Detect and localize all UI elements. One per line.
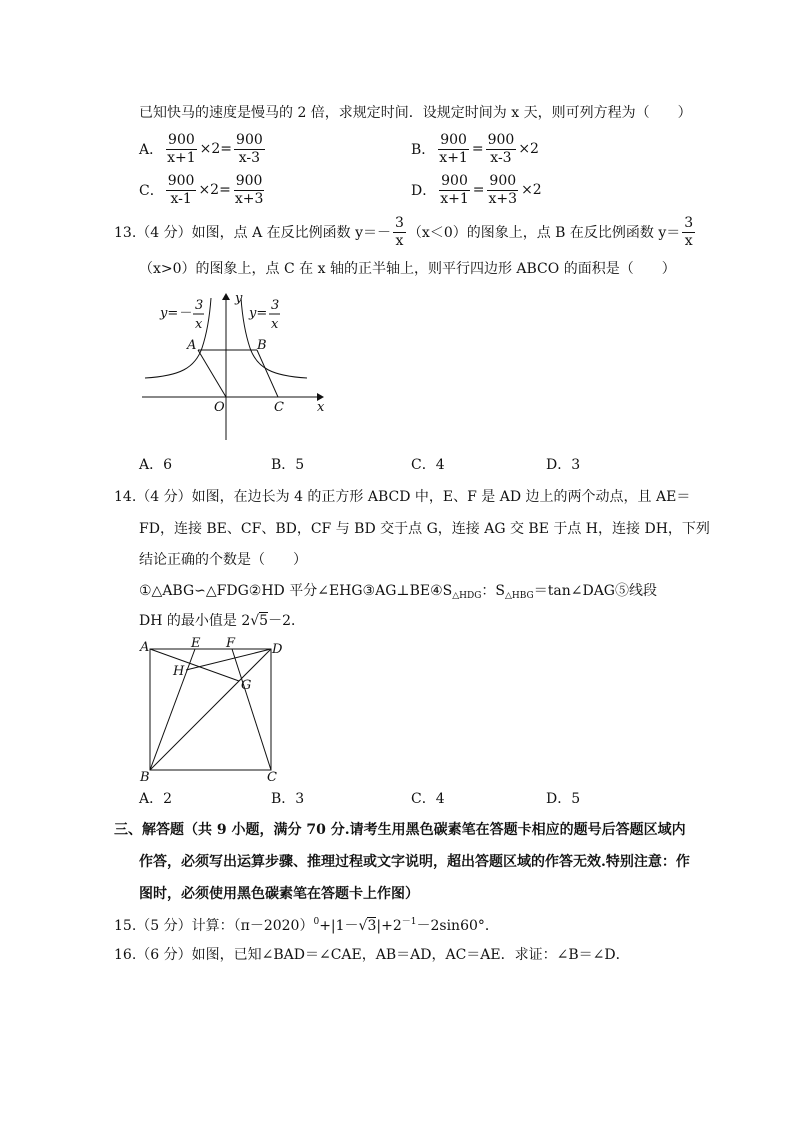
q13-fraction-2: $\frac{3}{x}$: [684, 215, 694, 249]
right-fraction: $\frac{900}{x-3}$: [487, 132, 515, 166]
q13-stem-line2: （x>0）的图象上，点 C 在 x 轴的正半轴上，则平行四边形 ABCO 的面积是（ ）: [139, 261, 676, 277]
q13-head: 13.（4 分）如图，点 A 在反比例函数 y＝－: [114, 225, 391, 242]
segment-CF: [232, 649, 271, 770]
right-curve-den: x: [271, 317, 279, 332]
operator: =: [471, 141, 484, 158]
right-curve-eq: y=: [249, 306, 268, 321]
sqrt-symbol: √: [358, 918, 368, 934]
left-curve-eq: y=－: [160, 306, 192, 321]
q12-option-b[interactable]: [411, 133, 539, 165]
segment-BD: [150, 649, 271, 770]
section3-heading-line3: 图时，必须使用黑色碳素笔在答题卡上作图）: [139, 886, 419, 902]
q13-figure: [140, 290, 340, 450]
q14-conclusion-5: DH 的最小值是 2√5－2．: [139, 613, 306, 629]
label-H: H: [173, 664, 185, 679]
q12-option-a[interactable]: [139, 133, 267, 165]
segment-BC: [257, 350, 278, 397]
segment-AG: [150, 649, 239, 681]
right-fraction: $\frac{900}{x+3}$: [234, 173, 264, 207]
segment-AO: [198, 350, 226, 397]
label-B: B: [257, 338, 267, 353]
option-label: D．: [411, 183, 437, 200]
label-D: D: [272, 642, 283, 657]
label-F: F: [226, 637, 236, 651]
q14-option-c[interactable]: C．4: [411, 791, 445, 807]
label-A: A: [140, 640, 150, 655]
q14-stem-line2: FD，连接 BE、CF、BD，CF 与 BD 交于点 G，连接 AG 交 BE 于点 H，连接 DH，下列: [139, 521, 710, 537]
left-fraction: $\frac{900}{x+1}$: [167, 132, 196, 166]
label-x-axis: x: [317, 400, 325, 415]
q13-stem-line1: [114, 216, 697, 248]
operator-tail: ×2: [521, 182, 542, 199]
q14-option-b[interactable]: B．3: [271, 791, 305, 807]
operator: =: [472, 182, 485, 199]
option-label: C．: [139, 183, 164, 200]
q14-figure: [137, 637, 287, 787]
label-A: A: [187, 338, 197, 353]
label-G: G: [241, 678, 252, 693]
section3-heading-line2: 作答，必须写出运算步骤、推理过程或文字说明，超出答题区域的作答无效.特别注意：作: [139, 854, 690, 870]
label-E: E: [191, 637, 201, 651]
q13-option-d[interactable]: D．3: [546, 457, 581, 473]
operator: ×2=: [198, 182, 231, 199]
operator-tail: ×2: [518, 141, 539, 158]
label-B: B: [140, 770, 150, 785]
right-curve-num: 3: [271, 298, 280, 313]
q13-option-a[interactable]: A．6: [139, 457, 173, 473]
segment-DH: [186, 649, 271, 670]
option-label: B．: [411, 142, 436, 159]
right-fraction: $\frac{900}{x-3}$: [236, 132, 263, 166]
q12-option-c[interactable]: [139, 174, 267, 206]
label-C: C: [267, 770, 277, 785]
q13-mid: （x＜0）的图象上，点 B 在反比例函数 y＝: [407, 225, 681, 242]
q14-option-d[interactable]: D．5: [546, 791, 581, 807]
operator: ×2=: [199, 141, 233, 158]
left-curve-num: 3: [195, 298, 204, 313]
left-fraction: $\frac{900}{x-1}$: [167, 173, 195, 207]
section3-heading-line1: 三、解答题（共 9 小题，满分 70 分.请考生用黑色碳素笔在答题卡相应的题号后答题区域内: [114, 822, 686, 838]
q13-fraction-1: $\frac{3}{x}$: [395, 215, 404, 249]
left-curve-den: x: [195, 317, 203, 332]
option-label: A．: [139, 142, 164, 159]
q16-text: 16.（6 分）如图，已知∠BAD＝∠CAE，AB＝AD，AC＝AE．求证：∠B＝∠D．: [114, 947, 630, 963]
label-O: O: [214, 400, 225, 415]
q12-option-d[interactable]: [411, 174, 542, 206]
q15-text: 15.（5 分）计算：$(\pi-2020)^0+|1-√3|+2^{-1}-2\sin 60^\circ$．: [114, 917, 499, 934]
q14-stem-line1: 14.（4 分）如图，在边长为 4 的正方形 ABCD 中，E、F 是 AD 边上的两个动点，且 AE＝: [114, 489, 691, 505]
q13-option-b[interactable]: B．5: [271, 457, 305, 473]
q13-option-c[interactable]: C．4: [411, 457, 445, 473]
q14-stem-line3: 结论正确的个数是（ ）: [139, 552, 307, 568]
label-C: C: [274, 400, 284, 415]
q14-conclusions: ①△ABG∽△FDG②HD 平分$\angle EHG③AG\perp BE④S_{\triangle HDG}$：$S_{\triangle HBG}=\tan\angle DAG⑤$线段: [139, 583, 657, 601]
label-y-axis: y: [235, 291, 243, 306]
sqrt-symbol: √: [250, 613, 260, 629]
left-fraction: $\frac{900}{x+1}$: [439, 132, 468, 166]
q12-stem: 已知快马的速度是慢马的 2 倍，求规定时间．设规定时间为 x 天，则可列方程为（ ）: [139, 105, 692, 121]
right-fraction: $\frac{900}{x+3}$: [488, 173, 518, 207]
left-fraction: $\frac{900}{x+1}$: [440, 173, 469, 207]
q14-option-a[interactable]: A．2: [139, 791, 173, 807]
